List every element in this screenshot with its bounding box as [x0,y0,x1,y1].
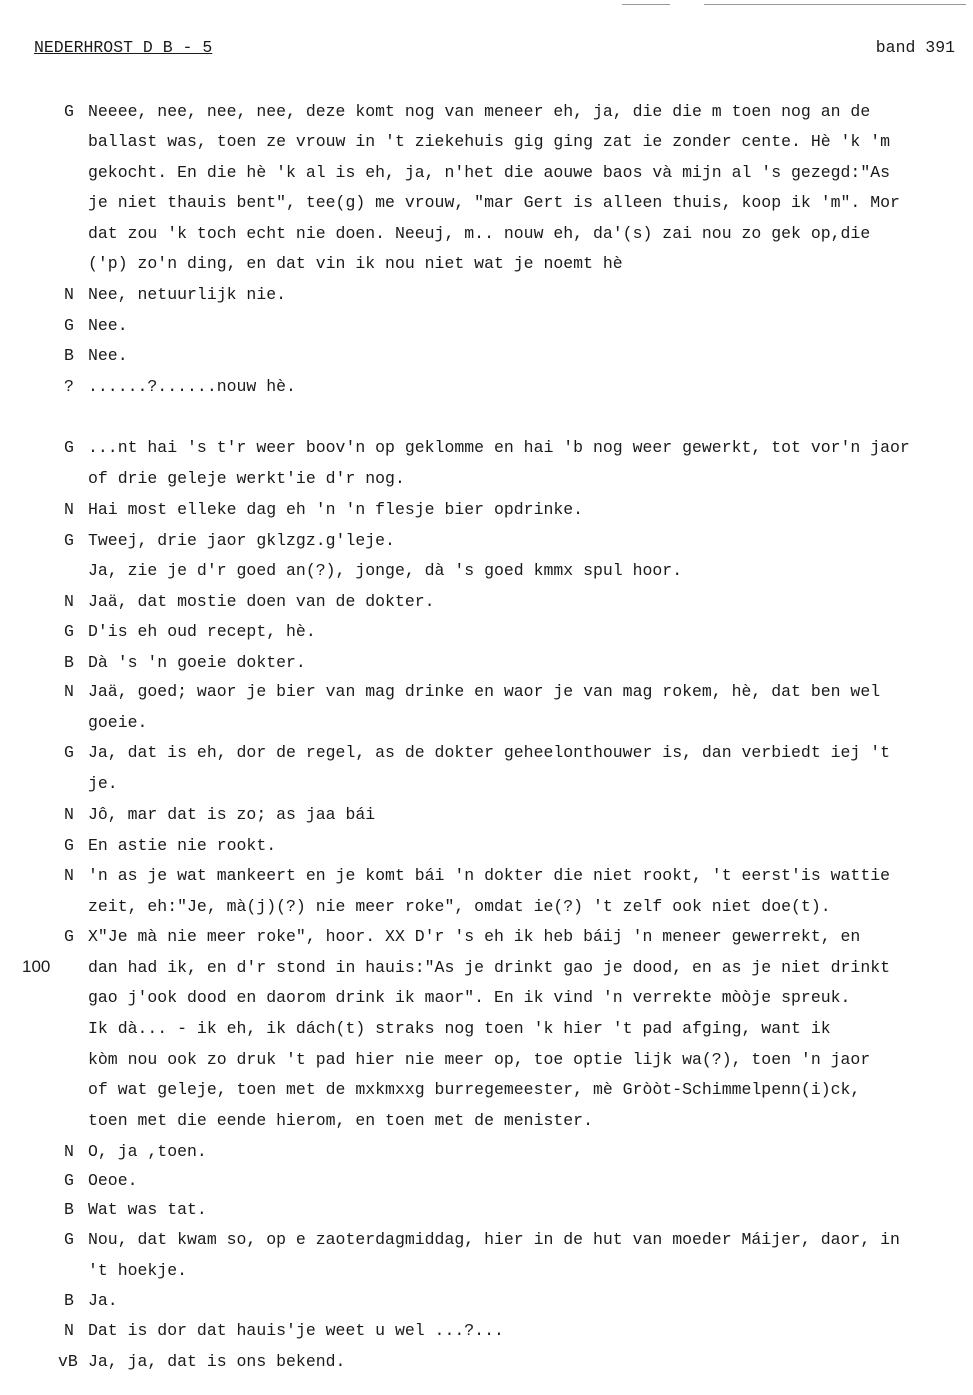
line-text: Dà 's 'n goeie dokter. [88,653,306,672]
line-text: dat zou 'k toch echt nie doen. Neeuj, m.. nouw eh, da'(s) zai nou zo gek op,die [88,224,871,243]
speaker-label: N [64,1142,74,1161]
speaker-label: B [64,346,74,365]
speaker-label: N [64,805,74,824]
line-text: 't hoekje. [88,1261,188,1280]
speaker-label: G [64,836,74,855]
speaker-label: G [64,1171,74,1190]
line-text: toen met die eende hierom, en toen met de menister. [88,1111,593,1130]
line-text: Jaä, goed; waor je bier van mag drinke en waor je van mag rokem, hè, dat ben wel [88,682,881,701]
line-text: Hai most elleke dag eh 'n 'n flesje bier opdrinke. [88,500,584,519]
line-text: Tweej, drie jaor gklzgz.g'leje. [88,531,395,550]
document-title: NEDERHROST D B - 5 [34,38,213,57]
line-text: ('p) zo'n ding, en dat vin ik nou niet wat je noemt hè [88,254,623,273]
line-text: ...nt hai 's t'r weer boov'n op geklomme en hai 'b nog weer gewerkt, tot vor'n jaor [88,438,910,457]
line-text: Ja, ja, dat is ons bekend. [88,1352,346,1371]
speaker-label: G [64,622,74,641]
line-text: Ja. [88,1291,118,1310]
line-text: gao j'ook dood en daorom drink ik maor". En ik vind 'n verrekte mòòje spreuk. [88,988,851,1007]
line-text: ......?......nouw hè. [88,377,296,396]
page-header [34,38,955,62]
line-text: of drie geleje werkt'ie d'r nog. [88,469,405,488]
line-text: Ja, dat is eh, dor de regel, as de dokter geheelonthouwer is, dan verbiedt iej 't [88,743,891,762]
line-text: D'is eh oud recept, hè. [88,622,316,641]
speaker-label: N [64,1321,74,1340]
speaker-label: G [64,531,74,550]
speaker-label: N [64,500,74,519]
speaker-label: B [64,653,74,672]
line-text: X"Je mà nie meer roke", hoor. XX D'r 's eh ik heb báij 'n meneer gewerrekt, en [88,927,861,946]
line-text: Oeoe. [88,1171,138,1190]
line-text: dan had ik, en d'r stond in hauis:"As je drinkt gao je dood, en as je niet drinkt [88,958,891,977]
line-text: Nee. [88,316,128,335]
speaker-label: G [64,102,74,121]
margin-line-number: 100 [22,957,51,976]
line-text: zeit, eh:"Je, mà(j)(?) nie meer roke", omdat ie(?) 't zelf ook niet doe(t). [88,897,831,916]
speaker-label: G [64,1230,74,1249]
line-text: Dat is dor dat hauis'je weet u wel ...?... [88,1321,504,1340]
line-text: of wat geleje, toen met de mxkmxxg burregemeester, mè Gròòt-Schimmelpenn(i)ck, [88,1080,861,1099]
speaker-label: vB [58,1352,78,1371]
line-text: gekocht. En die hè 'k al is eh, ja, n'het die aouwe baos và mijn al 's gezegd:"As [88,163,891,182]
speaker-label: N [64,285,74,304]
speaker-label: G [64,316,74,335]
speaker-label: N [64,682,74,701]
speaker-label: N [64,592,74,611]
line-text: Nee. [88,346,128,365]
line-text: kòm nou ook zo druk 't pad hier nie meer op, toe optie lijk wa(?), toen 'n jaor [88,1050,871,1069]
band-number: band 391 [875,38,955,57]
line-text: O, ja ,toen. [88,1142,207,1161]
line-text: Nee, netuurlijk nie. [88,285,287,304]
line-text: En astie nie rookt. [88,836,277,855]
speaker-label: B [64,1200,74,1219]
line-text: Jô, mar dat is zo; as jaa bái [88,805,376,824]
speaker-label: N [64,866,74,885]
line-text: je. [88,774,118,793]
line-text: Ja, zie je d'r goed an(?), jonge, dà 's goed kmmx spul hoor. [88,561,683,580]
top-rule-right [704,4,966,5]
line-text: 'n as je wat mankeert en je komt bái 'n dokter die niet rookt, 't eerst'is wattie [88,866,891,885]
line-text: je niet thauis bent", tee(g) me vrouw, "mar Gert is alleen thuis, koop ik 'm". Mor [88,193,900,212]
line-text: Wat was tat. [88,1200,207,1219]
line-text: Nou, dat kwam so, op e zaoterdagmiddag, hier in de hut van moeder Máijer, daor, in [88,1230,900,1249]
line-text: goeie. [88,713,148,732]
top-rule-left [622,4,670,5]
speaker-label: G [64,927,74,946]
speaker-label: G [64,438,74,457]
line-text: Jaä, dat mostie doen van de dokter. [88,592,435,611]
line-text: Neeee, nee, nee, nee, deze komt nog van meneer eh, ja, die die m toen nog an de [88,102,871,121]
speaker-label: ? [64,377,74,396]
speaker-label: G [64,743,74,762]
line-text: Ik dà... - ik eh, ik dách(t) straks nog toen 'k hier 't pad afging, want ik [88,1019,831,1038]
speaker-label: B [64,1291,74,1310]
line-text: ballast was, toen ze vrouw in 't ziekehuis gig ging zat ie zonder cente. Hè 'k 'm [88,132,891,151]
